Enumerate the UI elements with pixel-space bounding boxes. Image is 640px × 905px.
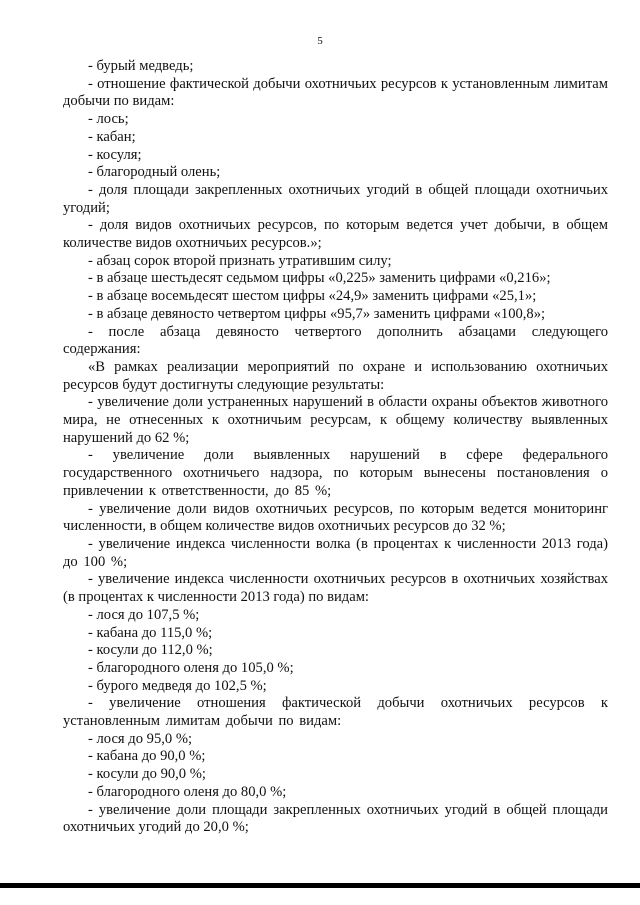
paragraph: - бурого медведя до 102,5 %; <box>88 677 267 694</box>
paragraph: - бурый медведь; <box>88 58 194 74</box>
paragraph: - увеличение доли видов охотничьих ресурсов, по которым ведется мониторинг численности, в общем количестве видов охотничьих ресурсов до 32 %; <box>63 500 608 535</box>
paragraph: - абзац сорок второй признать утратившим силу; <box>88 252 392 269</box>
paragraph: - в абзаце шестьдесят седьмом цифры «0,225» заменить цифрами «0,216»; <box>88 270 551 287</box>
paragraph: - увеличение доли выявленных нарушений в сфере федерального государственного охотничьего надзора, по которым вынесены постановления о привлечении к ответственности, до 85 %; <box>63 447 608 499</box>
paragraph: - доля видов охотничьих ресурсов, по которым ведется учет добычи, в общем количестве видов охотничьих ресурсов.»; <box>63 217 608 252</box>
paragraph: - кабана до 90,0 %; <box>88 748 206 765</box>
paragraph: - отношение фактической добычи охотничьих ресурсов к установленным лимитам добычи по видам: <box>63 75 608 110</box>
paragraph: - лося до 95,0 %; <box>88 730 193 747</box>
paragraph: - благородного оленя до 80,0 %; <box>88 783 287 800</box>
paragraph: - лось; <box>88 111 129 128</box>
paragraph: - увеличение отношения фактической добычи охотничьих ресурсов к установленным лимитам добычи по видам: <box>63 695 608 730</box>
paragraph: - косули до 90,0 %; <box>88 766 206 783</box>
paragraph: - в абзаце девяносто четвертом цифры «95,7» заменить цифрами «100,8»; <box>88 305 546 322</box>
paragraph: - благородного оленя до 105,0 %; <box>88 659 294 676</box>
paragraph: - доля площади закрепленных охотничьих угодий в общей площади охотничьих угодий; <box>63 181 608 216</box>
paragraph: - увеличение доли площади закрепленных охотничьих угодий в общей площади охотничьих угодий до 20,0 %; <box>63 801 608 836</box>
paragraph: - после абзаца девяносто четвертого дополнить абзацами следующего содержания: <box>63 323 608 358</box>
paragraph: «В рамках реализации мероприятий по охране и использованию охотничьих ресурсов будут достигнуты следующие результаты: <box>63 358 608 393</box>
paragraph: - косуля; <box>88 146 142 163</box>
paragraph: - кабана до 115,0 %; <box>88 624 213 641</box>
paragraph: - косули до 112,0 %; <box>88 642 213 659</box>
paragraph: - увеличение индекса численности волка (в процентах к численности 2013 года) до 100 %; <box>63 535 608 570</box>
paragraph: - лося до 107,5 %; <box>88 606 200 623</box>
paragraph: - увеличение доли устраненных нарушений в области охраны объектов животного мира, не отнесенных к охотничьим ресурсам, к общему количеству выявленных нарушений до 62 %; <box>63 394 608 446</box>
paragraph: - в абзаце восемьдесят шестом цифры «24,9» заменить цифрами «25,1»; <box>88 288 537 305</box>
document-body <box>63 58 608 837</box>
paragraph: - благородный олень; <box>88 164 221 181</box>
scan-bottom-border <box>0 883 640 888</box>
paragraph: - кабан; <box>88 128 136 145</box>
page-number: 5 <box>317 35 323 47</box>
paragraph: - увеличение индекса численности охотничьих ресурсов в охотничьих хозяйствах (в процентах к численности 2013 года) по видам: <box>63 571 608 606</box>
